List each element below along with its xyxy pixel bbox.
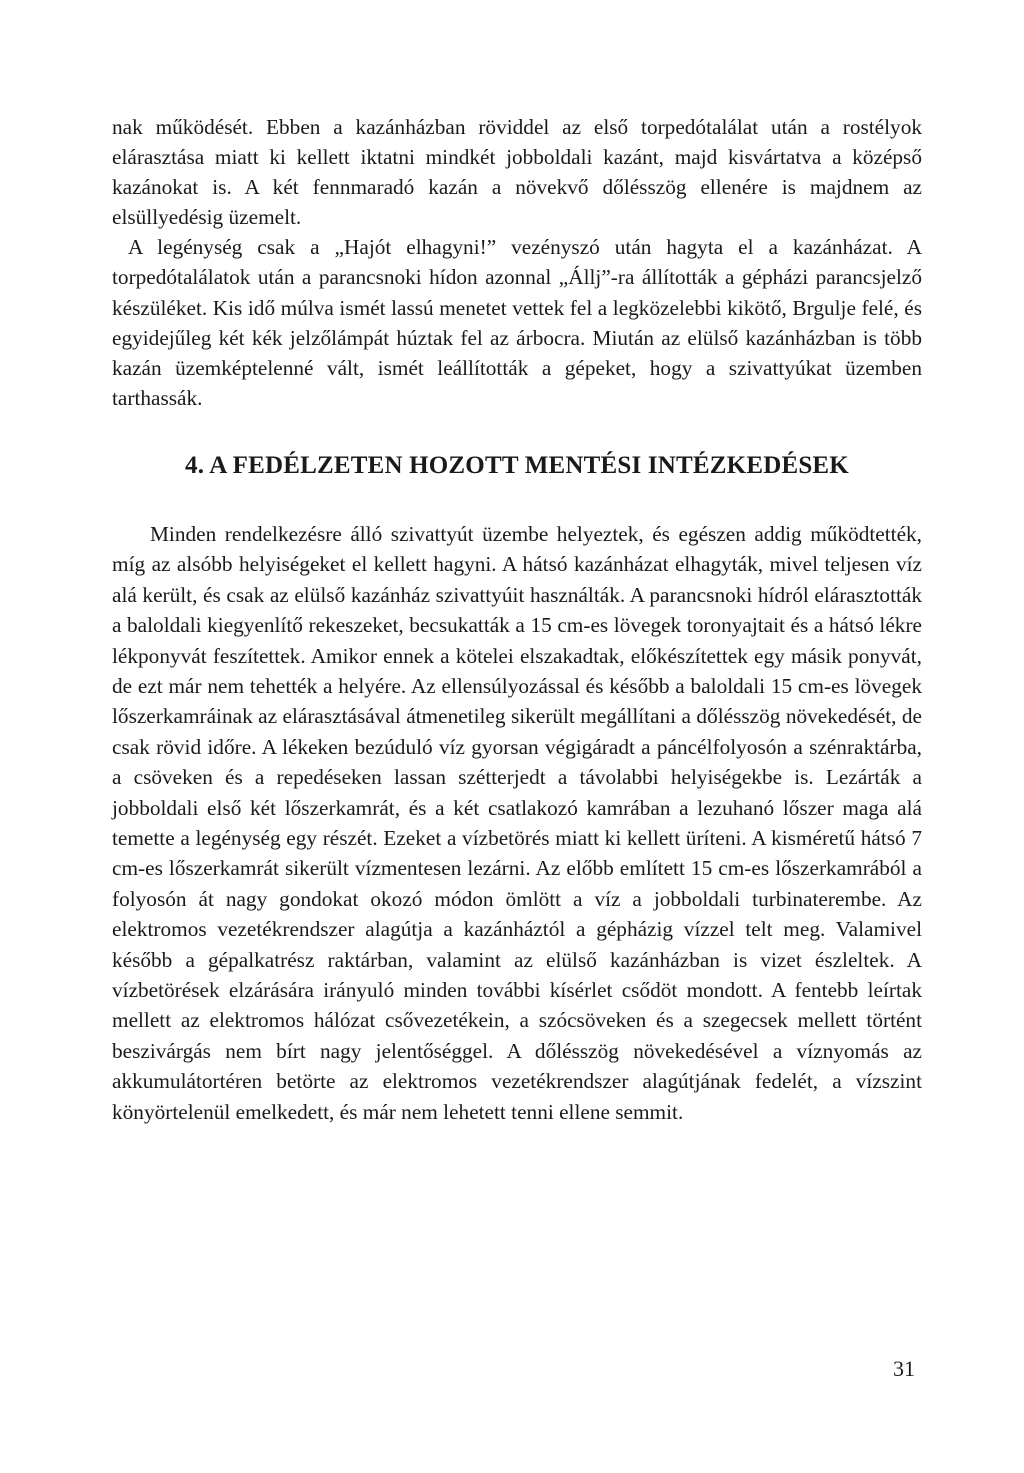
page-number: 31 [893, 1356, 915, 1381]
paragraph-crew: A legénység csak a „Hajót elhagyni!” vezényszó után hagyta el a kazánházat. A torpedótalálatok után a parancsnoki hídon azonnal „Állj”-ra állították a gépházi parancsjelző készüléket. Kis idő múlva ismét lassú menetet vettek fel a legközelebbi kikötő, Brgulje felé, és egyidejűleg két kék jelzőlámpát húztak fel az árbocra. Miután az elülső kazánházban is több kazán üzemképtelenné vált, ismét leállították a gépeket, hogy a szivattyúkat üzemben tarthassák. [112, 235, 922, 410]
section-heading: 4. A FEDÉLZETEN HOZOTT MENTÉSI INTÉZKEDÉSEK [185, 451, 849, 479]
section-body [112, 519, 922, 1127]
page-body [112, 112, 922, 1127]
paragraph-continued: nak működését. Ebben a kazánházban röviddel az első torpedótalálat után a rostélyok elárasztása miatt ki kellett iktatni mindkét jobboldali kazánt, majd kisvártatva a középső kazánokat is. A két fennmaradó kazán a növekvő dőlésszög ellenére is majdnem az elsüllyedésig üzemelt. [112, 115, 922, 230]
paragraph-rescue-measures: Minden rendelkezésre álló szivattyút üzembe helyeztek, és egészen addig működtették, míg az alsóbb helyiségeket el kellett hagyni. A hátsó kazánházat elhagyták, mivel teljesen víz alá került, és csak az elülső kazánház szivattyúit használták. A parancsnoki hídról elárasztották a baloldali kiegyenlítő rekeszeket, becsukatták a 15 cm-es lövegek toronyajtait és a hátsó lékre lékponyvát feszítettek. Amikor ennek a kötelei elszakadtak, előkészítettek egy másik ponyvát, de ezt már nem tehették a helyére. Az ellensúlyozással és később a baloldali 15 cm-es lövegek lőszerkamráinak az elárasztásával átmenetileg sikerült megállítani a dőlésszög növekedését, de csak rövid időre. A lékeken bezúduló víz gyorsan végigáradt a páncélfolyosón a szénraktárba, a csöveken és a repedéseken lassan szétterjedt a távolabbi helyiségekbe is. Lezárták a jobboldali első két lőszerkamrát, és a két csatlakozó kamrában a lezuhanó lőszer maga alá temette a legénység egy részét. Ezeket a vízbetörés miatt ki kellett üríteni. A kisméretű hátsó 7 cm-es lőszerkamrát sikerült vízmentesen lezárni. Az előbb említett 15 cm-es lőszerkamrából a folyosón át nagy gondokat okozó módon ömlött a víz a jobboldali turbinaterembe. Az elektromos vezetékrendszer alagútja a kazánháztól a gépházig vízzel telt meg. Valamivel később a gépalkatrész raktárban, valamint az elülső kazánházban is vizet észleltek. A vízbetörések elzárására irányuló minden további kísérlet csődöt mondott. A fentebb leírtak mellett az elektromos hálózat csővezetékein, a szócsöveken és a szegecsek mellett történt beszivárgás nem bírt nagy jelentőséggel. A dőlésszög növekedésével a víznyomás az akkumulátortéren betörte az elektromos vezetékrendszer alagútjának fedelét, a vízszint könyörtelenül emelkedett, és már nem lehetett tenni ellene semmit. [112, 521, 922, 1124]
